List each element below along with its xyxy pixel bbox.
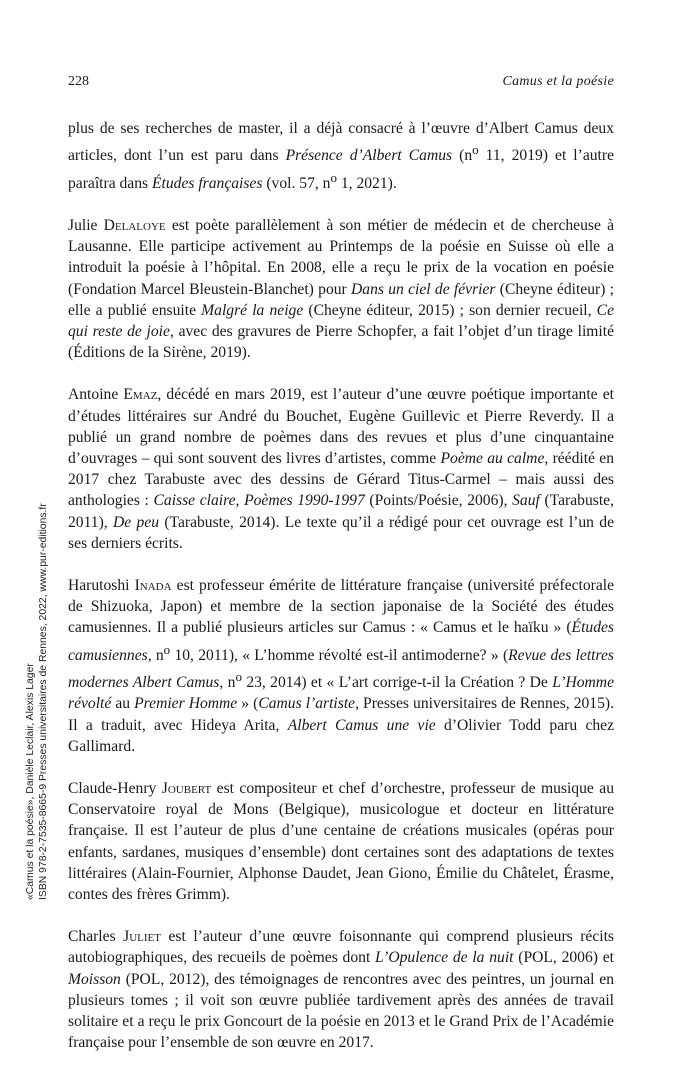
- text-run: » (: [237, 695, 259, 713]
- text-run: (Tarabuste, 2011),: [68, 492, 614, 531]
- italic-title: L’Opulence de la nuit: [375, 949, 514, 967]
- text-run: est l’auteur d’une œuvre foisonnante qui comprend plusieurs récits autobiographiques, des recueils de poèmes dont: [68, 928, 614, 967]
- text-run: 10, 2011), « L’homme révolté est-il antimoderne? » (: [170, 646, 509, 664]
- numero-superscript: o: [163, 641, 171, 657]
- running-title: Camus et la poésie: [502, 74, 614, 89]
- text-run: Claude-Henry: [68, 780, 162, 798]
- italic-title: Sauf: [512, 492, 540, 510]
- numero-superscript: o: [330, 169, 337, 185]
- side-note-line-2: ISBN 978-2-7535-8665-9 Presses universitaires de Rennes, 2022, www.pur-editions.fr: [38, 503, 49, 900]
- author-surname: Joubert: [161, 780, 212, 798]
- paragraph-joubert: [68, 778, 614, 905]
- text-run: plus de ses recherches de master, il a déjà consacré à l’œuvre d’Albert Camus deux articles, dont l’un est paru dans: [68, 120, 614, 165]
- paragraph-emaz: [68, 384, 614, 554]
- italic-title: Revue des lettres modernes Albert Camus: [68, 646, 614, 692]
- text-run: Julie: [68, 216, 104, 234]
- text-run: est compositeur et chef d’orchestre, professeur de musique au Conservatoire royal de Mons (Belgique), musicologue et docteur en littérature française. Il est l’auteur de plus d’une centaine de créations musicales (opéras pour enfants, sardanes, musiques d’ensemble) dont certaines sont des adaptations de textes littéraires (Alain-Fournier, Alphonse Daudet, Jean Giono, Émilie du Châtelet, Érasme, contes des frères Grimm).: [68, 780, 614, 904]
- numero-superscript: o: [235, 669, 242, 685]
- paragraph-continuation: [68, 118, 614, 194]
- text-run: , n: [219, 674, 236, 692]
- text-run: (POL, 2012), des témoignages de rencontres avec des peintres, un journal en plusieurs tomes ; il voit son œuvre publiée tardivement après des années de travail solitaire et a reçu le prix Goncourt de la poésie en 2013 et le Grand Prix de l’Académie française pour l’ensemble de son œuvre en 2017.: [68, 970, 614, 1052]
- author-surname: Emaz: [123, 386, 158, 404]
- italic-title: Études françaises: [152, 174, 263, 192]
- text-run: Charles: [68, 928, 124, 946]
- italic-title: Dans un ciel de février: [351, 280, 496, 298]
- text-run: , Presses universitaires de Rennes, 2015). Il a traduit, avec Hideya Arita,: [68, 695, 614, 734]
- text-run: , décédé en mars 2019, est l’auteur d’une œuvre poétique importante et d’études littéraires sur André du Bouchet, Eugène Guillevic et Pierre Reverdy. Il a publié un grand nombre de poèmes dans des revues et plus d’une cinquantaine d’ouvrages – qui sont souvent des livres d’artistes, comme: [68, 386, 614, 468]
- text-run: 23, 2014) et « L’art corrige-t-il la Création ? De: [241, 674, 553, 692]
- text-run: (Cheyne éditeur) ; elle a publié ensuite: [68, 280, 615, 319]
- text-run: (n: [452, 147, 473, 165]
- side-note-line-1: «Camus et la poésie», Danièle Leclair, Alexis Lager: [25, 663, 36, 900]
- running-head: [68, 74, 614, 94]
- text-run: au: [111, 695, 135, 713]
- italic-title: De peu: [113, 513, 160, 531]
- paragraph-delaloye: [68, 215, 614, 363]
- text-run: est professeur émérite de littérature française (université préfectorale de Shizuoka, Japon) et membre de la section japonaise de la Société des études camusiennes. Il a publié plusieurs articles sur Camus : « Camus et le haïku » (: [68, 577, 614, 637]
- numero-superscript: o: [472, 142, 479, 158]
- italic-title: Moisson: [68, 970, 121, 988]
- italic-title: Premier Homme: [134, 695, 238, 713]
- text-run: (Cheyne éditeur, 2015) ; son dernier recueil,: [303, 301, 597, 319]
- author-surname: Juliet: [123, 928, 161, 946]
- italic-title: Caisse claire, Poèmes 1990-1997: [153, 492, 365, 510]
- page-number: 228: [68, 74, 89, 89]
- text-run: est poète parallèlement à son métier de médecin et de chercheuse à Lausanne. Elle participe activement au Printemps de la poésie en Suisse où elle a introduit la poésie à l’hôpital. En 2008, elle a reçu le prix de la vocation en poésie (Fondation Marcel Bleustein-Blanchet) pour: [68, 216, 614, 298]
- text-run: (Tarabuste, 2014). Le texte qu’il a rédigé pour cet ouvrage est l’un de ses derniers écrits.: [68, 513, 614, 552]
- text-run: , n: [147, 646, 164, 664]
- italic-title: Poème au calme: [440, 450, 545, 468]
- italic-title: Malgré la neige: [201, 301, 304, 319]
- paragraph-inada: [68, 575, 614, 757]
- italic-title: Ce qui reste de joie: [68, 301, 614, 340]
- text-run: , réédité en 2017 chez Tarabuste avec des dessins de Gérard Titus-Carmel – mais aussi des anthologies :: [68, 450, 614, 510]
- text-run: 11, 2019) et l’autre paraîtra dans: [68, 147, 614, 192]
- copyright-side-note: [24, 340, 49, 900]
- text-run: , avec des gravures de Pierre Schopfer, a fait l’objet d’un tirage limité (Éditions de la Sirène, 2019).: [68, 323, 614, 362]
- italic-title: Albert Camus une vie: [287, 716, 436, 734]
- text-run: Harutoshi: [68, 577, 135, 595]
- text-run: 1, 2021).: [336, 174, 397, 192]
- text-run: d’Olivier Todd paru chez Gallimard.: [68, 716, 615, 755]
- text-run: (Points/Poésie, 2006),: [364, 492, 513, 510]
- contributor-notes: [68, 118, 614, 1074]
- author-surname: Delaloye: [103, 216, 166, 234]
- italic-title: L’Homme révolté: [68, 674, 614, 713]
- text-run: (vol. 57, n: [262, 174, 331, 192]
- text-run: Antoine: [68, 386, 124, 404]
- text-run: (POL, 2006) et: [513, 949, 614, 967]
- paragraph-juliet: [68, 926, 614, 1053]
- italic-title: Études camusiennes: [68, 619, 614, 664]
- italic-title: Présence d’Albert Camus: [285, 147, 453, 165]
- author-surname: Inada: [134, 577, 172, 595]
- italic-title: Camus l’artiste: [258, 695, 356, 713]
